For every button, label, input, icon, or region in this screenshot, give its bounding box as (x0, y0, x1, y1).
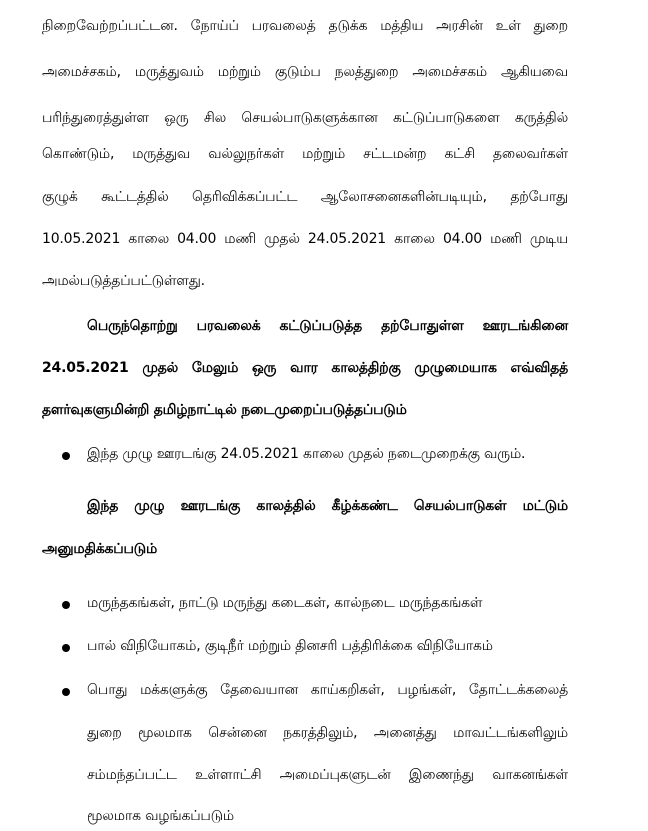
text-line: 10.05.2021 காலை 04.00 மணி முதல் 24.05.2021 காலை 04.00 மணி முடிய (42, 231, 568, 247)
text-line: பெருந்தொற்று பரவலைக் கட்டுப்படுத்த தற்போதுள்ள ஊரடங்கினை (87, 318, 568, 334)
bullet-text: இந்த முழு ஊரடங்கு 24.05.2021 காலை முதல் நடைமுறைக்கு வரும். (87, 446, 526, 462)
text-line: குழுக் கூட்டத்தில் தெரிவிக்கப்பட்ட ஆலோசனைகளின்படியும், தற்போது (42, 189, 568, 205)
bullet-icon (62, 601, 70, 609)
list-item-text: பால் விநியோகம், குடிநீர் மற்றும் தினசரி பத்திரிக்கை விநியோகம் (87, 638, 493, 654)
list-item-text: சம்மந்தப்பட்ட உள்ளாட்சி அமைப்புகளுடன் இணைந்து வாகனங்கள் (87, 767, 568, 783)
bullet-icon (62, 644, 70, 652)
bullet-icon (62, 452, 70, 460)
text-line: பரிந்துரைத்துள்ள ஒரு சில செயல்பாடுகளுக்கான கட்டுப்பாடுகளை கருத்தில் (42, 110, 568, 126)
list-item-text: மூலமாக வழங்கப்படும் (87, 808, 234, 824)
text-line: அமைச்சகம், மருத்துவம் மற்றும் குடும்ப நலத்துறை அமைச்சகம் ஆகியவை (42, 64, 568, 80)
bullet-icon (62, 688, 70, 696)
text-line: அனுமதிக்கப்படும் (42, 541, 158, 557)
list-item-text: மருந்தகங்கள், நாட்டு மருந்து கடைகள், கால்நடை மருந்தகங்கள் (87, 595, 483, 611)
list-item-text: துறை மூலமாக சென்னை நகரத்திலும், அனைத்து மாவட்டங்களிலும் (87, 725, 568, 741)
text-line: அமல்படுத்தப்பட்டுள்ளது. (42, 273, 205, 289)
text-line: இந்த முழு ஊரடங்கு காலத்தில் கீழ்க்கண்ட செயல்பாடுகள் மட்டும் (87, 498, 568, 514)
list-item-text: பொது மக்களுக்கு தேவையான காய்கறிகள், பழங்கள், தோட்டக்கலைத் (87, 682, 568, 698)
text-line: நிறைவேற்றப்பட்டன. நோய்ப் பரவலைத் தடுக்க மத்திய அரசின் உள் துறை (42, 18, 568, 34)
text-line: கொண்டும், மருத்துவ வல்லுநர்கள் மற்றும் சட்டமன்ற கட்சி தலைவர்கள் (42, 146, 568, 162)
text-line: தளர்வுகளுமின்றி தமிழ்நாட்டில் நடைமுறைப்படுத்தப்படும் (42, 402, 407, 418)
text-line: 24.05.2021 முதல் மேலும் ஒரு வார காலத்திற்கு முழுமையாக எவ்விதத் (42, 360, 568, 376)
